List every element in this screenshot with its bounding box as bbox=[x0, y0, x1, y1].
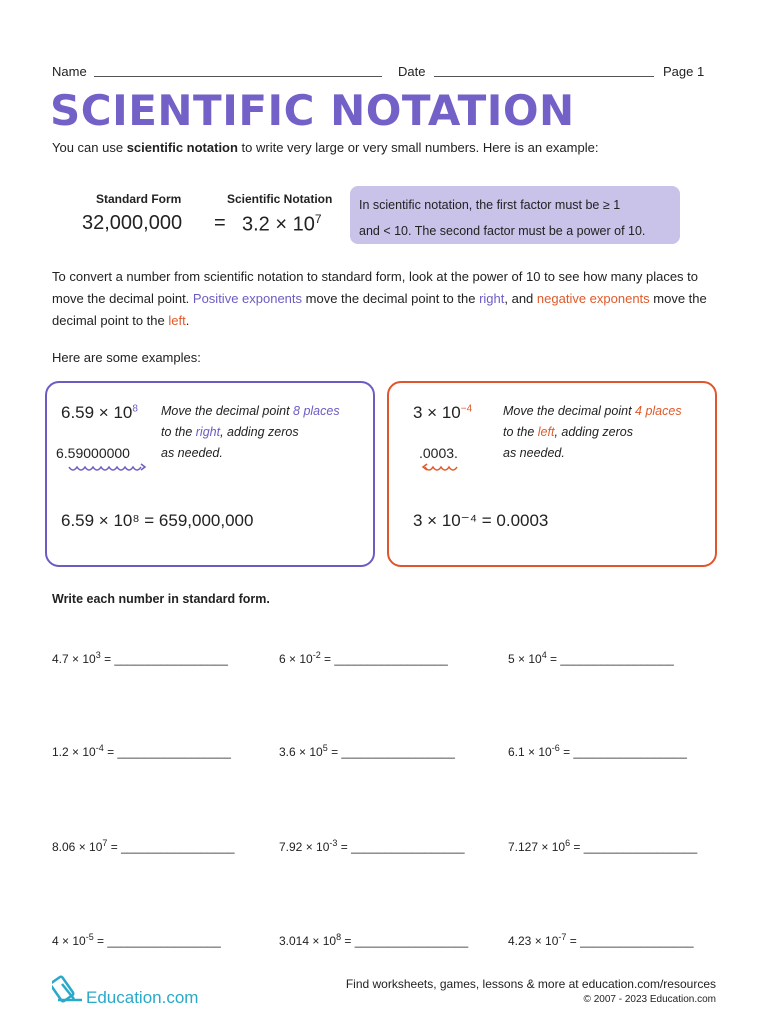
intro-bold-term: scientific notation bbox=[126, 140, 238, 155]
answer-blank[interactable]: = _________________ bbox=[93, 934, 221, 948]
note-places: 8 places bbox=[293, 404, 340, 418]
practice-problem[interactable] bbox=[52, 650, 228, 666]
practice-problem[interactable] bbox=[52, 838, 235, 854]
answer-blank[interactable]: = _________________ bbox=[327, 745, 455, 759]
positive-exponent-example bbox=[45, 381, 375, 567]
date-label: Date bbox=[398, 64, 426, 79]
problem-coeff: 5 × 10 bbox=[508, 652, 542, 666]
problem-coeff: 8.06 × 10 bbox=[52, 840, 103, 854]
answer-blank[interactable]: = _________________ bbox=[559, 745, 687, 759]
decimal-work: 6.59000000 bbox=[56, 445, 130, 461]
para-part-5: . bbox=[185, 313, 190, 328]
date-blank-line[interactable] bbox=[434, 76, 654, 77]
equals-sign: = bbox=[214, 212, 226, 234]
answer-blank[interactable]: = _________________ bbox=[570, 840, 698, 854]
problem-exponent: 6 bbox=[565, 838, 571, 848]
note-text: as needed. bbox=[503, 446, 565, 460]
practice-problem[interactable] bbox=[279, 932, 468, 948]
negative-exponents-term: negative exponents bbox=[536, 291, 650, 306]
para-part-2: move the decimal point to the bbox=[302, 291, 480, 306]
problem-exponent: 5 bbox=[322, 743, 328, 753]
problem-exponent: 8 bbox=[336, 932, 342, 942]
note-direction: left bbox=[537, 425, 555, 439]
practice-problem[interactable] bbox=[279, 650, 448, 666]
para-part-3: , and bbox=[504, 291, 537, 306]
answer-blank[interactable]: = _________________ bbox=[546, 652, 674, 666]
practice-problem[interactable] bbox=[508, 838, 697, 854]
example-coeff: 3 × 10 bbox=[413, 403, 461, 422]
scientific-notation-heading: Scientific Notation bbox=[227, 192, 333, 206]
note-text: to the bbox=[503, 425, 538, 439]
note-text: , adding zeros bbox=[220, 425, 299, 439]
answer-blank[interactable]: = _________________ bbox=[100, 652, 228, 666]
practice-problem[interactable] bbox=[52, 743, 231, 759]
footer-tagline: Find worksheets, games, lessons & more at education.com/resources bbox=[345, 977, 716, 991]
left-term: left bbox=[168, 313, 186, 328]
problem-coeff: 1.2 × 10 bbox=[52, 745, 96, 759]
positive-exponents-term: Positive exponents bbox=[192, 291, 303, 306]
scientific-value bbox=[242, 212, 322, 237]
problem-exponent: 3 bbox=[95, 650, 101, 660]
sci-exponent: 7 bbox=[314, 212, 322, 226]
pencil-logo-icon bbox=[52, 970, 84, 1006]
sci-coeff: 3.2 × 10 bbox=[242, 213, 315, 236]
example-section bbox=[52, 186, 712, 246]
problem-coeff: 3.6 × 10 bbox=[279, 745, 323, 759]
intro-after: to write very large or very small numbers. Here is an example: bbox=[237, 140, 599, 155]
decimal-work: .0003. bbox=[419, 445, 458, 461]
negative-exponent-example bbox=[387, 381, 717, 567]
problem-coeff: 7.127 × 10 bbox=[508, 840, 566, 854]
rule-line-1: In scientific notation, the first factor must be ≥ 1 bbox=[359, 198, 621, 212]
problem-exponent: 7 bbox=[102, 838, 108, 848]
conversion-explanation bbox=[52, 266, 717, 332]
practice-problem[interactable] bbox=[279, 838, 465, 854]
problem-exponent: -4 bbox=[95, 743, 104, 753]
answer-blank[interactable]: = _________________ bbox=[320, 652, 448, 666]
problem-coeff: 3.014 × 10 bbox=[279, 934, 337, 948]
problem-exponent: -2 bbox=[312, 650, 321, 660]
problem-exponent: 4 bbox=[541, 650, 547, 660]
example-exponent: 8 bbox=[132, 403, 138, 415]
footer-info bbox=[346, 977, 716, 1005]
note-direction: right bbox=[195, 425, 221, 439]
problem-coeff: 6.1 × 10 bbox=[508, 745, 552, 759]
example-expression bbox=[61, 403, 138, 423]
answer-blank[interactable]: = _________________ bbox=[107, 840, 235, 854]
problem-coeff: 6 × 10 bbox=[279, 652, 313, 666]
para-part-4: move the decimal point to the bbox=[52, 291, 707, 328]
standard-value: 32,000,000 bbox=[82, 212, 183, 234]
example-note bbox=[503, 401, 713, 464]
note-text: as needed. bbox=[161, 446, 223, 460]
note-places: 4 places bbox=[635, 404, 682, 418]
practice-problem[interactable] bbox=[508, 932, 694, 948]
problem-exponent: -7 bbox=[558, 932, 567, 942]
problem-coeff: 4.23 × 10 bbox=[508, 934, 559, 948]
problem-coeff: 4 × 10 bbox=[52, 934, 86, 948]
footer-copyright: © 2007 - 2023 Education.com bbox=[583, 994, 716, 1005]
education-com-logo[interactable] bbox=[52, 968, 222, 1008]
problem-coeff: 7.92 × 10 bbox=[279, 840, 330, 854]
left-hop-arrows-icon bbox=[421, 463, 465, 473]
problem-exponent: -3 bbox=[329, 838, 338, 848]
examples-intro: Here are some examples: bbox=[52, 350, 201, 365]
name-label: Name bbox=[52, 64, 87, 79]
problem-exponent: -6 bbox=[551, 743, 560, 753]
name-blank-line[interactable] bbox=[94, 76, 382, 77]
practice-problem[interactable] bbox=[279, 743, 455, 759]
example-result: 3 × 10⁻⁴ = 0.0003 bbox=[413, 511, 549, 530]
example-coeff: 6.59 × 10 bbox=[61, 403, 133, 422]
practice-problem[interactable] bbox=[508, 650, 674, 666]
example-note bbox=[161, 401, 371, 464]
page-number: Page 1 bbox=[663, 64, 705, 79]
note-text: , adding zeros bbox=[554, 425, 633, 439]
problem-exponent: -5 bbox=[85, 932, 94, 942]
standard-form-heading: Standard Form bbox=[96, 192, 182, 206]
answer-blank[interactable]: = _________________ bbox=[566, 934, 694, 948]
note-text: to the bbox=[161, 425, 196, 439]
right-hop-arrows-icon bbox=[67, 463, 157, 473]
intro-text bbox=[52, 140, 598, 155]
practice-problem[interactable] bbox=[52, 932, 221, 948]
rule-line-2: and < 10. The second factor must be a power of 10. bbox=[359, 224, 646, 238]
note-text: Move the decimal point bbox=[161, 404, 294, 418]
worksheet-header bbox=[52, 64, 712, 82]
answer-blank[interactable]: = _________________ bbox=[341, 934, 469, 948]
answer-blank[interactable]: = _________________ bbox=[337, 840, 465, 854]
example-result: 6.59 × 10⁸ = 659,000,000 bbox=[61, 511, 254, 530]
page-title: SCIENTIFIC NOTATION bbox=[50, 86, 575, 135]
problem-coeff: 4.7 × 10 bbox=[52, 652, 96, 666]
answer-blank[interactable]: = _________________ bbox=[103, 745, 231, 759]
note-text: Move the decimal point bbox=[503, 404, 636, 418]
example-exponent: −4 bbox=[460, 403, 473, 415]
practice-problem[interactable] bbox=[508, 743, 687, 759]
logo-text: Education.com bbox=[86, 988, 199, 1007]
example-expression bbox=[413, 403, 472, 423]
practice-instructions: Write each number in standard form. bbox=[52, 592, 270, 606]
right-term: right bbox=[479, 291, 505, 306]
intro-before: You can use bbox=[52, 140, 127, 155]
rule-callout bbox=[350, 186, 680, 244]
para-part-1: To convert a number from scientific notation to standard form, look at the power of 10 to see how many places to move the decimal point. bbox=[52, 269, 699, 306]
